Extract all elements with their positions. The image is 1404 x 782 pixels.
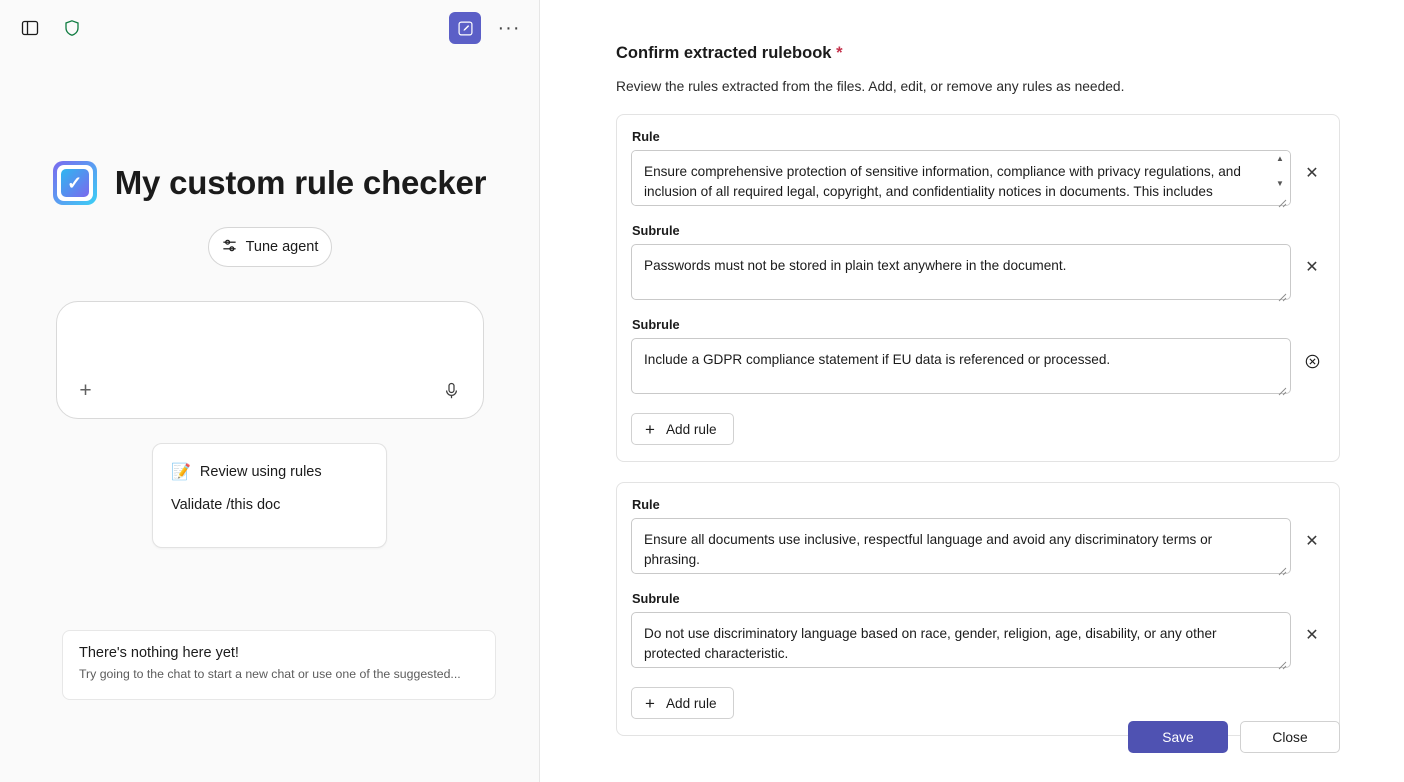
remove-circle-icon: [1305, 354, 1320, 369]
add-rule-button[interactable]: [631, 687, 734, 719]
close-button[interactable]: Close: [1240, 721, 1340, 753]
agent-header: [0, 161, 539, 205]
empty-state-title: There's nothing here yet!: [79, 645, 239, 661]
subrule-label: Subrule: [632, 223, 680, 238]
required-marker: *: [836, 44, 843, 62]
remove-rule-button[interactable]: ✕: [1305, 165, 1319, 182]
subrule-field-row: [631, 612, 1323, 673]
rule-label: Rule: [632, 129, 660, 144]
panel-description: Review the rules extracted from the files. Add, edit, or remove any rules as needed.: [616, 79, 1125, 94]
remove-subrule-button[interactable]: ✕: [1305, 627, 1319, 644]
rule-card: [616, 482, 1340, 736]
tune-agent-label: Tune agent: [245, 239, 319, 255]
scroll-up-arrow-icon[interactable]: ▲: [1276, 154, 1284, 163]
subrule-field-row: [631, 244, 1323, 305]
checkmark-icon: ✓: [61, 169, 89, 197]
suggestion-header: [171, 462, 368, 482]
suggestion-subtitle: Validate /this doc: [171, 497, 281, 513]
rule-field-row: [631, 518, 1323, 579]
empty-state-subtitle: Try going to the chat to start a new chat or use one of the suggested...: [79, 667, 461, 681]
save-button[interactable]: Save: [1128, 721, 1228, 753]
subrule-input[interactable]: [631, 612, 1291, 668]
page-title: My custom rule checker: [114, 164, 487, 201]
rulebook-panel: [540, 0, 1404, 782]
add-rule-label: Add rule: [665, 421, 717, 437]
remove-subrule-button[interactable]: [1301, 350, 1323, 372]
rule-input[interactable]: [631, 518, 1291, 574]
subrule-input-wrapper: [631, 244, 1291, 305]
compose-icon[interactable]: [449, 12, 481, 44]
shield-icon[interactable]: [58, 14, 86, 42]
empty-state-card: [62, 630, 496, 700]
subrule-input-wrapper: [631, 612, 1291, 673]
memo-icon: 📝: [171, 464, 191, 481]
subrule-input[interactable]: [631, 338, 1291, 394]
agent-logo-icon: [53, 161, 97, 205]
rule-scrollbar[interactable]: [1273, 154, 1287, 188]
message-composer[interactable]: [56, 301, 484, 419]
remove-rule-button[interactable]: ✕: [1305, 533, 1319, 550]
sidebar-toggle-icon[interactable]: [16, 14, 44, 42]
add-attachment-icon[interactable]: +: [79, 379, 92, 402]
panel-title-text: Confirm extracted rulebook: [616, 44, 832, 62]
suggestion-title: Review using rules: [199, 464, 322, 480]
rule-input-wrapper: [631, 150, 1291, 211]
subrule-label: Subrule: [632, 591, 680, 606]
plus-icon: +: [645, 693, 655, 713]
chat-side-panel: [0, 0, 540, 782]
rule-card: [616, 114, 1340, 462]
panel-title: [616, 44, 1340, 63]
rule-input-wrapper: [631, 518, 1291, 579]
add-rule-label: Add rule: [665, 695, 717, 711]
rule-label: Rule: [632, 497, 660, 512]
more-options-icon[interactable]: ···: [497, 16, 521, 39]
tune-agent-button[interactable]: [208, 227, 332, 267]
remove-subrule-button[interactable]: ✕: [1305, 259, 1319, 276]
left-toolbar: [0, 0, 539, 56]
footer-actions: [1128, 721, 1340, 753]
scroll-down-arrow-icon[interactable]: ▼: [1276, 179, 1284, 188]
subrule-input-wrapper: [631, 338, 1291, 399]
agent-logo-inner: [57, 165, 93, 201]
subrule-input[interactable]: [631, 244, 1291, 300]
plus-icon: +: [645, 419, 655, 439]
tune-sliders-icon: [221, 237, 238, 258]
subrule-field-row: [631, 338, 1323, 399]
add-rule-button[interactable]: [631, 413, 734, 445]
subrule-label: Subrule: [632, 317, 680, 332]
rule-input[interactable]: [631, 150, 1291, 206]
microphone-icon[interactable]: [441, 380, 463, 402]
suggestion-card[interactable]: [152, 443, 387, 548]
rule-field-row: [631, 150, 1323, 211]
